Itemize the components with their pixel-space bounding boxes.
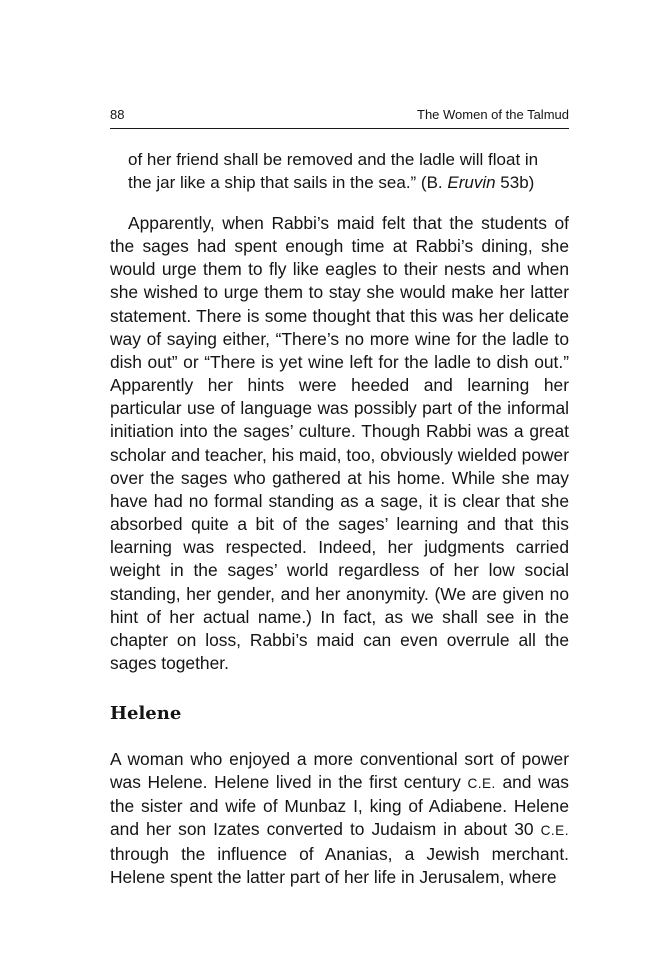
header-rule [110,128,569,129]
citation-folio: 53b) [495,173,535,192]
citation-tractate: Eruvin [447,173,496,192]
paragraph-text: and was the sister and wife of Munbaz I, king of Adiabene. Helene and her son Izates converted to Judaism in about 30 [110,772,570,840]
paragraph-maid: Apparently, when Rabbi’s maid felt that the students of the sages had spent enough time at Rabbi’s dining, she would urge them to fly like eagles to their nests and when she wished to urge them to stay she would make her latter statement. There is some thought that this was her delicate way of saying either, “There’s no more wine for the ladle to dish out” or “There is yet wine left for the ladle to dish out.” Apparently her hints were heeded and learning her particular use of language was possibly part of the informal initiation into the sages’ culture. Though Rabbi was a great scholar and teacher, his maid, too, obviously wielded power over the sages who gathered at his home. While she may have had no formal standing as a sage, it is clear that she absorbed quite a bit of the sages’ learning and that this learning was respected. Indeed, her judgments carried weight in the sages’ world regardless of her low social standing, her gender, and her anonymity. (We are given no hint of her actual name.) In fact, as we shall see in the chapter on loss, Rabbi’s maid can even overrule all the sages together. [110,213,569,673]
quote-text: the jar like a ship that sails in the sea.” (B. [128,173,448,192]
section-heading: Helene [110,703,182,724]
page-number: 88 [110,107,125,122]
paragraph-text: A woman who enjoyed a more conventional sort of power was Helene. Helene lived in the first century [110,749,569,793]
era-abbreviation: C.E. [540,823,569,839]
quote-line-citation [128,171,558,194]
quote-line: of her friend shall be removed and the ladle will float in [128,150,539,169]
block-quote [128,148,558,194]
paragraph-text: through the influence of Ananias, a Jewish merchant. Helene spent the latter part of her life in Jerusalem, where [110,843,569,887]
running-head [110,106,569,126]
paragraph-helene [110,748,569,889]
era-abbreviation: C.E. [467,776,496,792]
running-title: The Women of the Talmud [417,107,569,122]
